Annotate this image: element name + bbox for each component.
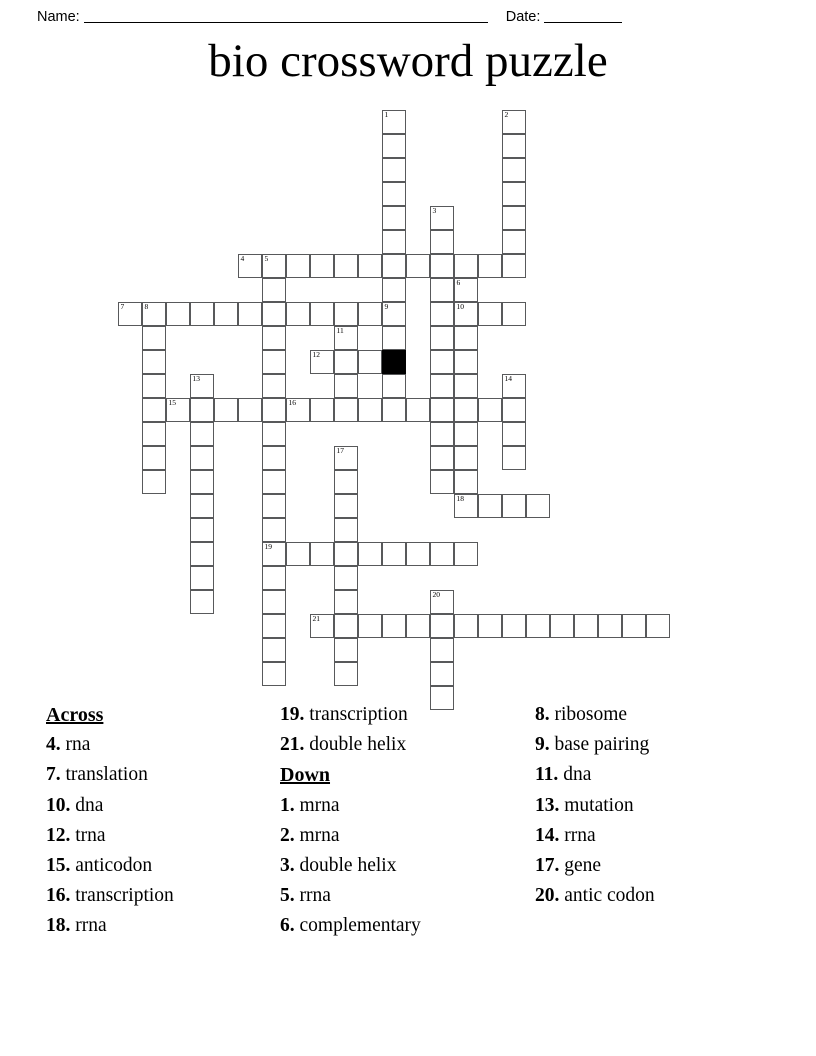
grid-cell[interactable] [382,326,406,350]
date-label: Date: [505,9,541,25]
grid-cell[interactable] [502,254,526,278]
clue-item-down-14[interactable] [535,821,765,851]
clue-item-across-19[interactable] [280,700,485,730]
grid-cell-number: 10 [456,302,464,311]
grid-cell[interactable] [262,470,286,494]
grid-cell[interactable] [502,614,526,638]
clue-item-across-7[interactable] [46,760,240,790]
clue-text: double helix [304,734,407,756]
grid-cell-number: 5 [264,254,269,263]
grid-cell[interactable] [286,398,310,422]
grid-cell[interactable] [262,614,286,638]
clue-number: 4. [46,734,61,756]
clue-text: mrna [294,824,340,846]
grid-cell[interactable] [502,158,526,182]
grid-cell[interactable] [262,494,286,518]
grid-cell[interactable] [190,566,214,590]
grid-cell[interactable] [430,326,454,350]
clue-number: 21. [280,734,305,756]
grid-cell-number: 16 [288,398,296,407]
grid-cell[interactable] [502,230,526,254]
grid-cell[interactable] [598,614,622,638]
grid-cell[interactable] [334,590,358,614]
grid-cell[interactable] [454,374,478,398]
grid-cell[interactable] [622,614,646,638]
clue-text: complementary [294,915,421,937]
grid-cell[interactable] [238,302,262,326]
grid-cell[interactable] [286,302,310,326]
clue-item-across-18[interactable] [46,911,240,941]
grid-cell[interactable] [310,302,334,326]
grid-cell[interactable] [454,302,478,326]
grid-cell[interactable] [430,446,454,470]
grid-cell[interactable] [142,422,166,446]
grid-cell-number: 2 [504,110,509,119]
grid-cell[interactable] [382,206,406,230]
grid-cell-number: 15 [168,398,176,407]
clue-text: mutation [559,794,634,816]
grid-cell[interactable] [334,494,358,518]
clue-number: 18. [46,915,71,937]
grid-cell[interactable] [382,134,406,158]
clue-column-1 [0,700,240,942]
grid-cell[interactable] [262,638,286,662]
clue-item-down-13[interactable] [535,791,765,821]
grid-cell-number: 6 [456,278,461,287]
grid-cell[interactable] [190,590,214,614]
grid-cell[interactable] [430,638,454,662]
grid-cell[interactable] [454,254,478,278]
grid-cell-number: 17 [336,446,344,455]
grid-cell[interactable] [334,566,358,590]
grid-cell[interactable] [430,398,454,422]
grid-cell[interactable] [454,614,478,638]
clue-number: 8. [535,704,550,725]
clue-number: 10. [46,794,71,816]
grid-cell[interactable] [118,302,142,326]
grid-cell[interactable] [262,590,286,614]
grid-cell[interactable] [358,398,382,422]
grid-cell[interactable] [430,470,454,494]
clue-item-across-12[interactable] [46,821,240,851]
grid-cell-number: 12 [312,350,320,359]
clue-text: double helix [294,855,397,877]
grid-cell[interactable] [142,398,166,422]
grid-cell[interactable] [646,614,670,638]
grid-cell[interactable] [502,422,526,446]
grid-cell[interactable] [310,614,334,638]
clue-number: 13. [535,794,560,816]
grid-cell[interactable] [382,158,406,182]
grid-cell[interactable] [430,374,454,398]
grid-cell[interactable] [382,182,406,206]
clue-number: 19. [280,704,305,725]
grid-cell[interactable] [310,542,334,566]
grid-cell[interactable] [334,662,358,686]
grid-cell[interactable] [310,254,334,278]
grid-cell[interactable] [502,182,526,206]
grid-cell-number: 7 [120,302,125,311]
clue-number: 12. [46,824,71,846]
grid-cell[interactable] [454,542,478,566]
grid-cell[interactable] [478,494,502,518]
grid-cell[interactable] [262,350,286,374]
grid-cell[interactable] [502,302,526,326]
grid-cell[interactable] [142,350,166,374]
grid-cell[interactable] [286,254,310,278]
grid-cell-number: 3 [432,206,437,215]
clue-number: 3. [280,855,295,877]
clue-text: antic codon [559,885,655,907]
grid-cell-number: 8 [144,302,149,311]
grid-cell[interactable] [478,302,502,326]
clue-text: rna [60,734,91,756]
clue-number: 17. [535,855,560,877]
grid-cell[interactable] [430,614,454,638]
grid-cell[interactable] [190,518,214,542]
grid-cell[interactable] [502,494,526,518]
clue-number: 16. [46,885,71,907]
grid-cell[interactable] [502,134,526,158]
grid-cell[interactable] [262,374,286,398]
grid-cell[interactable] [334,518,358,542]
grid-cell[interactable] [502,110,526,134]
grid-cell[interactable] [382,302,406,326]
grid-cell[interactable] [382,278,406,302]
clue-item-down-5[interactable] [280,881,485,911]
grid-cell-number: 20 [432,590,440,599]
clue-item-down-8[interactable] [535,700,765,730]
clue-number: 6. [280,915,295,937]
grid-cell[interactable] [190,470,214,494]
grid-cell[interactable] [454,398,478,422]
clue-item-across-16[interactable] [46,881,240,911]
clue-number: 14. [535,824,560,846]
grid-cell[interactable] [406,614,430,638]
grid-cell[interactable] [214,302,238,326]
grid-cell[interactable] [262,446,286,470]
grid-cell[interactable] [166,302,190,326]
grid-cell[interactable] [286,542,310,566]
grid-cell[interactable] [502,446,526,470]
clue-lists [0,700,816,942]
clue-number: 20. [535,885,560,907]
clue-item-down-20[interactable] [535,881,765,911]
clue-text: rrna [70,915,107,937]
grid-cell[interactable] [190,374,214,398]
grid-cell[interactable] [382,398,406,422]
grid-cell[interactable] [190,542,214,566]
grid-cell[interactable] [454,494,478,518]
down-heading: Down [280,764,331,787]
grid-cell[interactable] [454,278,478,302]
grid-cell-number: 19 [264,542,272,551]
grid-cell[interactable] [358,614,382,638]
clue-item-across-15[interactable] [46,851,240,881]
clue-text: transcription [304,704,408,725]
grid-cell[interactable] [430,206,454,230]
grid-cell[interactable] [334,446,358,470]
grid-cell[interactable] [430,350,454,374]
grid-cell[interactable] [262,542,286,566]
grid-cell[interactable] [262,278,286,302]
grid-cell[interactable] [334,638,358,662]
clue-column-2 [240,700,485,942]
clue-number: 1. [280,794,295,816]
grid-cell[interactable] [430,422,454,446]
grid-cell[interactable] [310,398,334,422]
grid-cell[interactable] [478,614,502,638]
grid-cell[interactable] [382,542,406,566]
clue-text: rrna [294,885,331,907]
grid-cell[interactable] [382,254,406,278]
grid-cell[interactable] [358,350,382,374]
grid-cell[interactable] [478,254,502,278]
clue-text: dna [558,764,592,786]
grid-cell[interactable] [238,254,262,278]
grid-cell[interactable] [502,206,526,230]
grid-cell[interactable] [334,254,358,278]
clue-item-down-2[interactable] [280,821,485,851]
grid-cell[interactable] [478,398,502,422]
grid-cell[interactable] [214,398,238,422]
grid-cell[interactable] [334,614,358,638]
grid-cell[interactable] [526,494,550,518]
grid-cell[interactable] [358,542,382,566]
grid-cell[interactable] [430,254,454,278]
clue-text: trna [70,824,106,846]
clue-item-down-3[interactable] [280,851,485,881]
grid-cell-number: 9 [384,302,389,311]
grid-cell[interactable] [142,446,166,470]
grid-cell[interactable] [190,494,214,518]
grid-cell[interactable] [190,446,214,470]
grid-cell[interactable] [262,398,286,422]
grid-cell[interactable] [430,302,454,326]
grid-cell[interactable] [262,662,286,686]
grid-cell[interactable] [382,110,406,134]
grid-cell[interactable] [430,590,454,614]
grid-cell[interactable] [382,230,406,254]
grid-cell[interactable] [190,398,214,422]
clue-text: gene [559,855,602,877]
grid-cell-number: 1 [384,110,389,119]
grid-cell-number: 18 [456,494,464,503]
grid-cell[interactable] [142,374,166,398]
grid-cell[interactable] [334,302,358,326]
clue-item-across-21[interactable] [280,730,485,760]
grid-block-cell [382,350,406,374]
clue-number: 15. [46,855,71,877]
clue-text: ribosome [549,704,628,725]
grid-cell[interactable] [262,302,286,326]
grid-cell-number: 21 [312,614,320,623]
grid-cell[interactable] [574,614,598,638]
grid-cell-number: 13 [192,374,200,383]
grid-cell[interactable] [262,254,286,278]
grid-cell[interactable] [382,374,406,398]
grid-cell[interactable] [262,326,286,350]
grid-cell[interactable] [358,302,382,326]
grid-cell[interactable] [454,446,478,470]
grid-cell[interactable] [190,302,214,326]
grid-cell[interactable] [334,350,358,374]
grid-cell[interactable] [334,326,358,350]
grid-cell[interactable] [406,542,430,566]
clue-text: mrna [294,794,340,816]
clue-item-down-17[interactable] [535,851,765,881]
grid-cell[interactable] [142,302,166,326]
clue-item-down-6[interactable] [280,911,485,941]
grid-cell[interactable] [166,398,190,422]
grid-cell[interactable] [334,398,358,422]
grid-cell-number: 4 [240,254,245,263]
clue-text: dna [70,794,104,816]
clue-number: 2. [280,824,295,846]
grid-cell[interactable] [262,566,286,590]
clue-item-across-4[interactable] [46,730,240,760]
grid-cell[interactable] [406,254,430,278]
grid-cell[interactable] [190,422,214,446]
grid-cell[interactable] [142,326,166,350]
clue-number: 5. [280,885,295,907]
clue-text: transcription [70,885,174,907]
clue-item-down-11[interactable] [535,760,765,790]
grid-cell[interactable] [502,398,526,422]
clue-number: 11. [535,764,559,786]
grid-cell[interactable] [454,350,478,374]
grid-cell[interactable] [358,254,382,278]
grid-cell[interactable] [454,326,478,350]
grid-cell[interactable] [430,278,454,302]
grid-cell[interactable] [454,422,478,446]
page-title: bio crossword puzzle [208,35,608,87]
grid-cell[interactable] [142,470,166,494]
grid-cell[interactable] [382,614,406,638]
grid-cell[interactable] [334,374,358,398]
clue-text: base pairing [549,734,650,756]
grid-cell[interactable] [550,614,574,638]
across-heading: Across [46,704,104,726]
clue-item-down-1[interactable] [280,791,485,821]
clue-text: anticodon [70,855,153,877]
grid-cell[interactable] [310,350,334,374]
clue-item-down-9[interactable] [535,730,765,760]
grid-cell[interactable] [406,398,430,422]
clue-column-3 [485,700,765,942]
grid-cell[interactable] [502,374,526,398]
grid-cell[interactable] [262,518,286,542]
clue-number: 9. [535,734,550,756]
clue-text: rrna [559,824,596,846]
grid-cell[interactable] [262,422,286,446]
grid-cell-number: 14 [504,374,512,383]
clue-item-across-10[interactable] [46,791,240,821]
grid-cell[interactable] [430,542,454,566]
grid-cell[interactable] [430,662,454,686]
clue-text: translation [60,764,148,786]
grid-cell[interactable] [430,230,454,254]
grid-cell[interactable] [238,398,262,422]
grid-cell[interactable] [334,470,358,494]
clue-number: 7. [46,764,61,786]
name-label: Name: [37,9,80,25]
grid-cell[interactable] [454,470,478,494]
grid-cell[interactable] [334,542,358,566]
grid-cell[interactable] [526,614,550,638]
grid-cell-number: 11 [336,326,344,335]
